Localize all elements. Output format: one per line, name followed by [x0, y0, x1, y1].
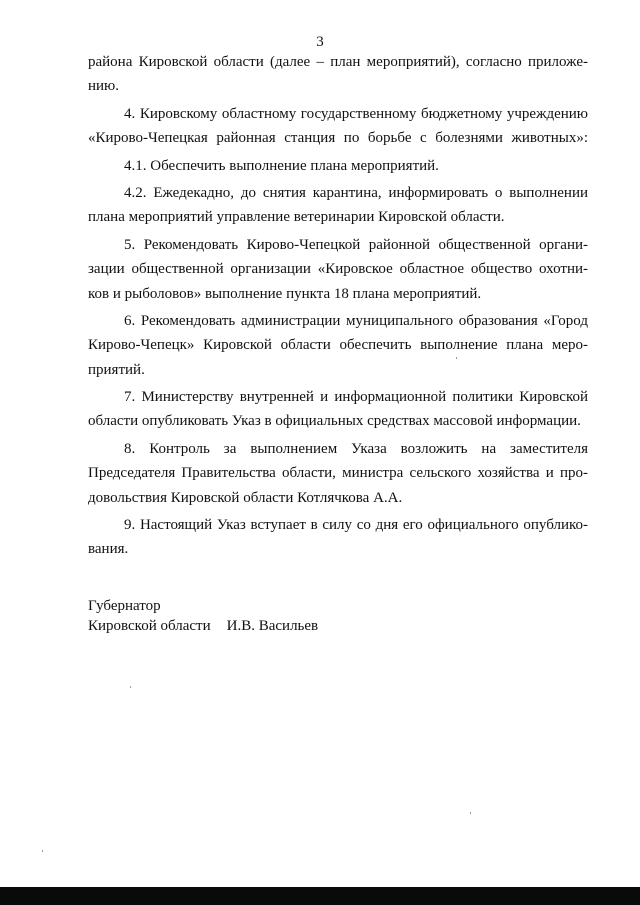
text-line: 9. Настоящий Указ вступает в силу со дня его официального опублико- [124, 517, 588, 534]
paragraph-item-4-1 [88, 154, 588, 178]
signer-name: И.В. Васильев [226, 618, 319, 634]
text-line: 4.2. Ежедекадно, до снятия карантина, информировать о выполнении [124, 184, 588, 201]
text-line: района Кировской области (далее – план мероприятий), согласно приложе- [88, 54, 588, 70]
paragraph-item-7 [88, 385, 588, 434]
text-line: ков и рыболовов» выполнение пункта 18 плана мероприятий. [88, 285, 482, 302]
text-line: 6. Рекомендовать администрации муниципального образования «Город [124, 312, 588, 329]
signer-position: Губернатор [88, 598, 161, 614]
paragraph-item-6 [88, 309, 588, 382]
text-line: Председателя Правительства области, министра сельского хозяйства и про- [88, 465, 588, 482]
scan-speck [42, 850, 43, 852]
paragraph-item-4 [88, 102, 588, 151]
paragraph-item-5 [88, 233, 588, 306]
text-line: 8. Контроль за выполнением Указа возложить на заместителя [124, 440, 588, 457]
text-line: области опубликовать Указ в официальных средствах массовой информации. [88, 413, 581, 430]
document-body [88, 50, 588, 562]
text-line: Кирово-Чепецк» Кировской области обеспечить выполнение плана меро- [88, 337, 588, 354]
text-line: зации общественной организации «Кировское областное общество охотни- [88, 261, 588, 278]
paragraph-item-9 [88, 513, 588, 562]
text-line: 4. Кировскому областному государственному бюджетному учреждению [124, 105, 588, 122]
text-line: 7. Министерству внутренней и информационной политики Кировской [124, 389, 588, 406]
scan-edge-bar [0, 887, 640, 905]
paragraph-item-4-2 [88, 181, 588, 230]
text-line: вания. [88, 541, 129, 558]
signer-region: Кировской области [88, 618, 211, 634]
text-line: приятий. [88, 361, 145, 378]
text-line: «Кирово-Чепецкая районная станция по борьбе с болезнями животных»: [88, 130, 588, 147]
text-line: плана мероприятий управление ветеринарии Кировской области. [88, 209, 505, 226]
text-line: довольствия Кировской области Котлячкова А.А. [88, 489, 403, 506]
scan-speck [470, 812, 471, 814]
text-line: 5. Рекомендовать Кирово-Чепецкой районной общественной органи- [124, 236, 588, 253]
text-line: нию. [88, 78, 120, 95]
text-line: 4.1. Обеспечить выполнение плана мероприятий. [124, 157, 439, 174]
scan-speck [456, 357, 457, 359]
paragraph-intro [88, 50, 588, 99]
scan-speck [130, 686, 131, 688]
signature-block [88, 596, 318, 636]
paragraph-item-8 [88, 437, 588, 510]
page-number: 3 [316, 34, 324, 50]
